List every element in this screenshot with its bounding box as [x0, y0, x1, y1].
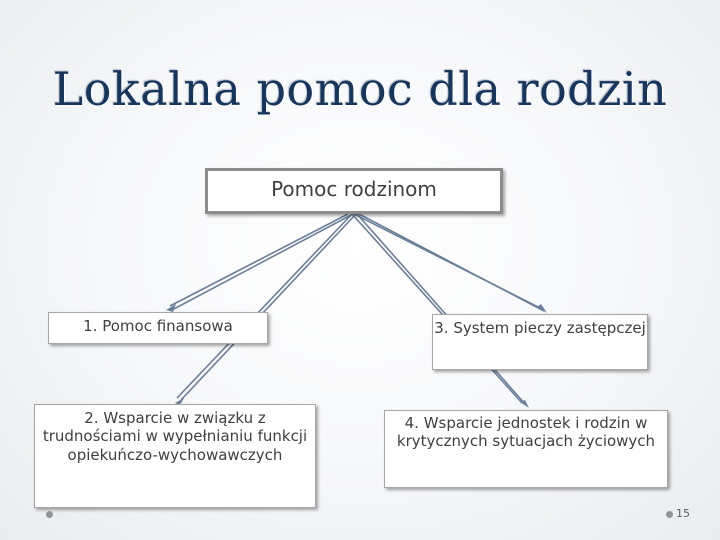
- root-node-box: [205, 168, 503, 214]
- connector-to-node-4: [352, 214, 522, 403]
- node-2-box: [34, 404, 316, 508]
- connector-to-node-2: [177, 214, 352, 398]
- node-4-label: 4. Wsparcie jednostek i rodzin w krytycznych sytuacjach życiowych: [396, 414, 656, 451]
- slide-title: Lokalna pomoc dla rodzin: [52, 62, 668, 116]
- root-node-label: Pomoc rodzinom: [271, 177, 437, 201]
- connector-to-node-1: [170, 214, 348, 306]
- node-3-box: [432, 314, 648, 370]
- footer-left-dot: [46, 511, 53, 518]
- page-number: 15: [676, 507, 690, 520]
- node-1-label: 1. Pomoc finansowa: [83, 317, 233, 335]
- footer-right-dot: [666, 511, 673, 518]
- node-1-box: [48, 312, 268, 344]
- node-3-label: 3. System pieczy zastępczej: [434, 319, 646, 337]
- node-2-label: 2. Wsparcie w związku z trudnościami w wypełnianiu funkcji opiekuńczo-wychowawczych: [42, 409, 308, 464]
- node-4-box: [384, 410, 668, 488]
